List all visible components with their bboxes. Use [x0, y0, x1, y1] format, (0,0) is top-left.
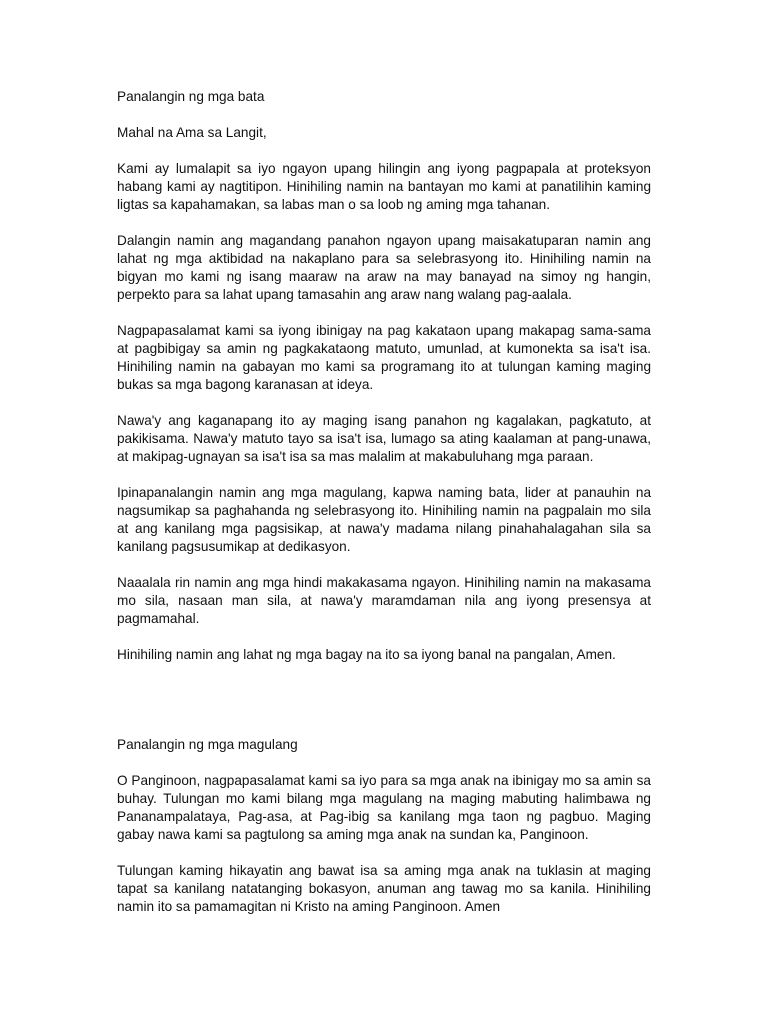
section1-paragraph-1: Kami ay lumalapit sa iyo ngayon upang hilingin ang iyong pagpapala at proteksyon habang kami ay nagtitipon. Hinihiling namin na bantayan mo kami at panatilihin kaming ligtas sa kapahamakan, sa labas man o sa loob ng aming mga tahanan.	[117, 161, 651, 212]
section1-paragraph-4: Nawa'y ang kaganapang ito ay maging isang panahon ng kagalakan, pagkatuto, at pakikisama. Nawa'y matuto tayo sa isa't isa, lumago sa ating kaalaman at pang-unawa, at makipag-ugnayan sa isa't isa sa mas malalim at makabuluhang mga paraan.	[117, 413, 651, 464]
section-spacer	[117, 682, 651, 736]
section1-paragraph-6: Naaalala rin namin ang mga hindi makakasama ngayon. Hinihiling namin na makasama mo sila, nasaan man sila, at nawa'y maramdaman nila ang iyong presensya at pagmamahal.	[117, 575, 651, 626]
section1-paragraph-3: Nagpapasalamat kami sa iyong ibinigay na pag kakataon upang makapag sama-sama at pagbibigay sa amin ng pagkakataong matuto, umunlad, at kumonekta sa isa't isa. Hinihiling namin na gabayan mo kami sa programang ito at tulungan kaming maging bukas sa mga bagong karanasan at ideya.	[117, 323, 651, 392]
section1-paragraph-5: Ipinapanalangin namin ang mga magulang, kapwa naming bata, lider at panauhin na nagsumikap sa paghahanda ng selebrasyong ito. Hinihiling namin na pagpalain mo sila at ang kanilang mga pagsisikap, at nawa'y madama nilang pinahahalagahan sila sa kanilang pagsusumikap at dedikasyon.	[117, 485, 651, 554]
section2-paragraph-2: Tulungan kaming hikayatin ang bawat isa sa aming mga anak na tuklasin at maging tapat sa kanilang natatanging bokasyon, anuman ang tawag mo sa kanila. Hinihiling namin ito sa pamamagitan ni Kristo na aming Panginoon. Amen	[117, 863, 651, 914]
section1-greeting: Mahal na Ama sa Langit,	[117, 125, 267, 140]
section1-paragraph-7: Hinihiling namin ang lahat ng mga bagay na ito sa iyong banal na pangalan, Amen.	[117, 647, 616, 662]
section1-paragraph-2: Dalangin namin ang magandang panahon ngayon upang maisakatuparan namin ang lahat ng mga aktibidad na nakaplano para sa selebrasyong ito. Hinihiling namin na bigyan mo kami ng isang maaraw na araw na may banayad na simoy ng hangin, perpekto para sa lahat upang tamasahin ang araw nang walang pag-aalala.	[117, 233, 651, 302]
section2-title: Panalangin ng mga magulang	[117, 737, 298, 752]
document-content	[117, 88, 651, 934]
section2-paragraph-1: O Panginoon, nagpapasalamat kami sa iyo para sa mga anak na ibinigay mo sa amin sa buhay. Tulungan mo kami bilang mga magulang na maging mabuting halimbawa ng Pananampalataya, Pag-asa, at Pag-ibig sa kanilang mga taon ng pagbuo. Maging gabay nawa kami sa pagtulong sa aming mga anak na sundan ka, Panginoon.	[117, 773, 651, 842]
section1-title: Panalangin ng mga bata	[117, 89, 265, 104]
